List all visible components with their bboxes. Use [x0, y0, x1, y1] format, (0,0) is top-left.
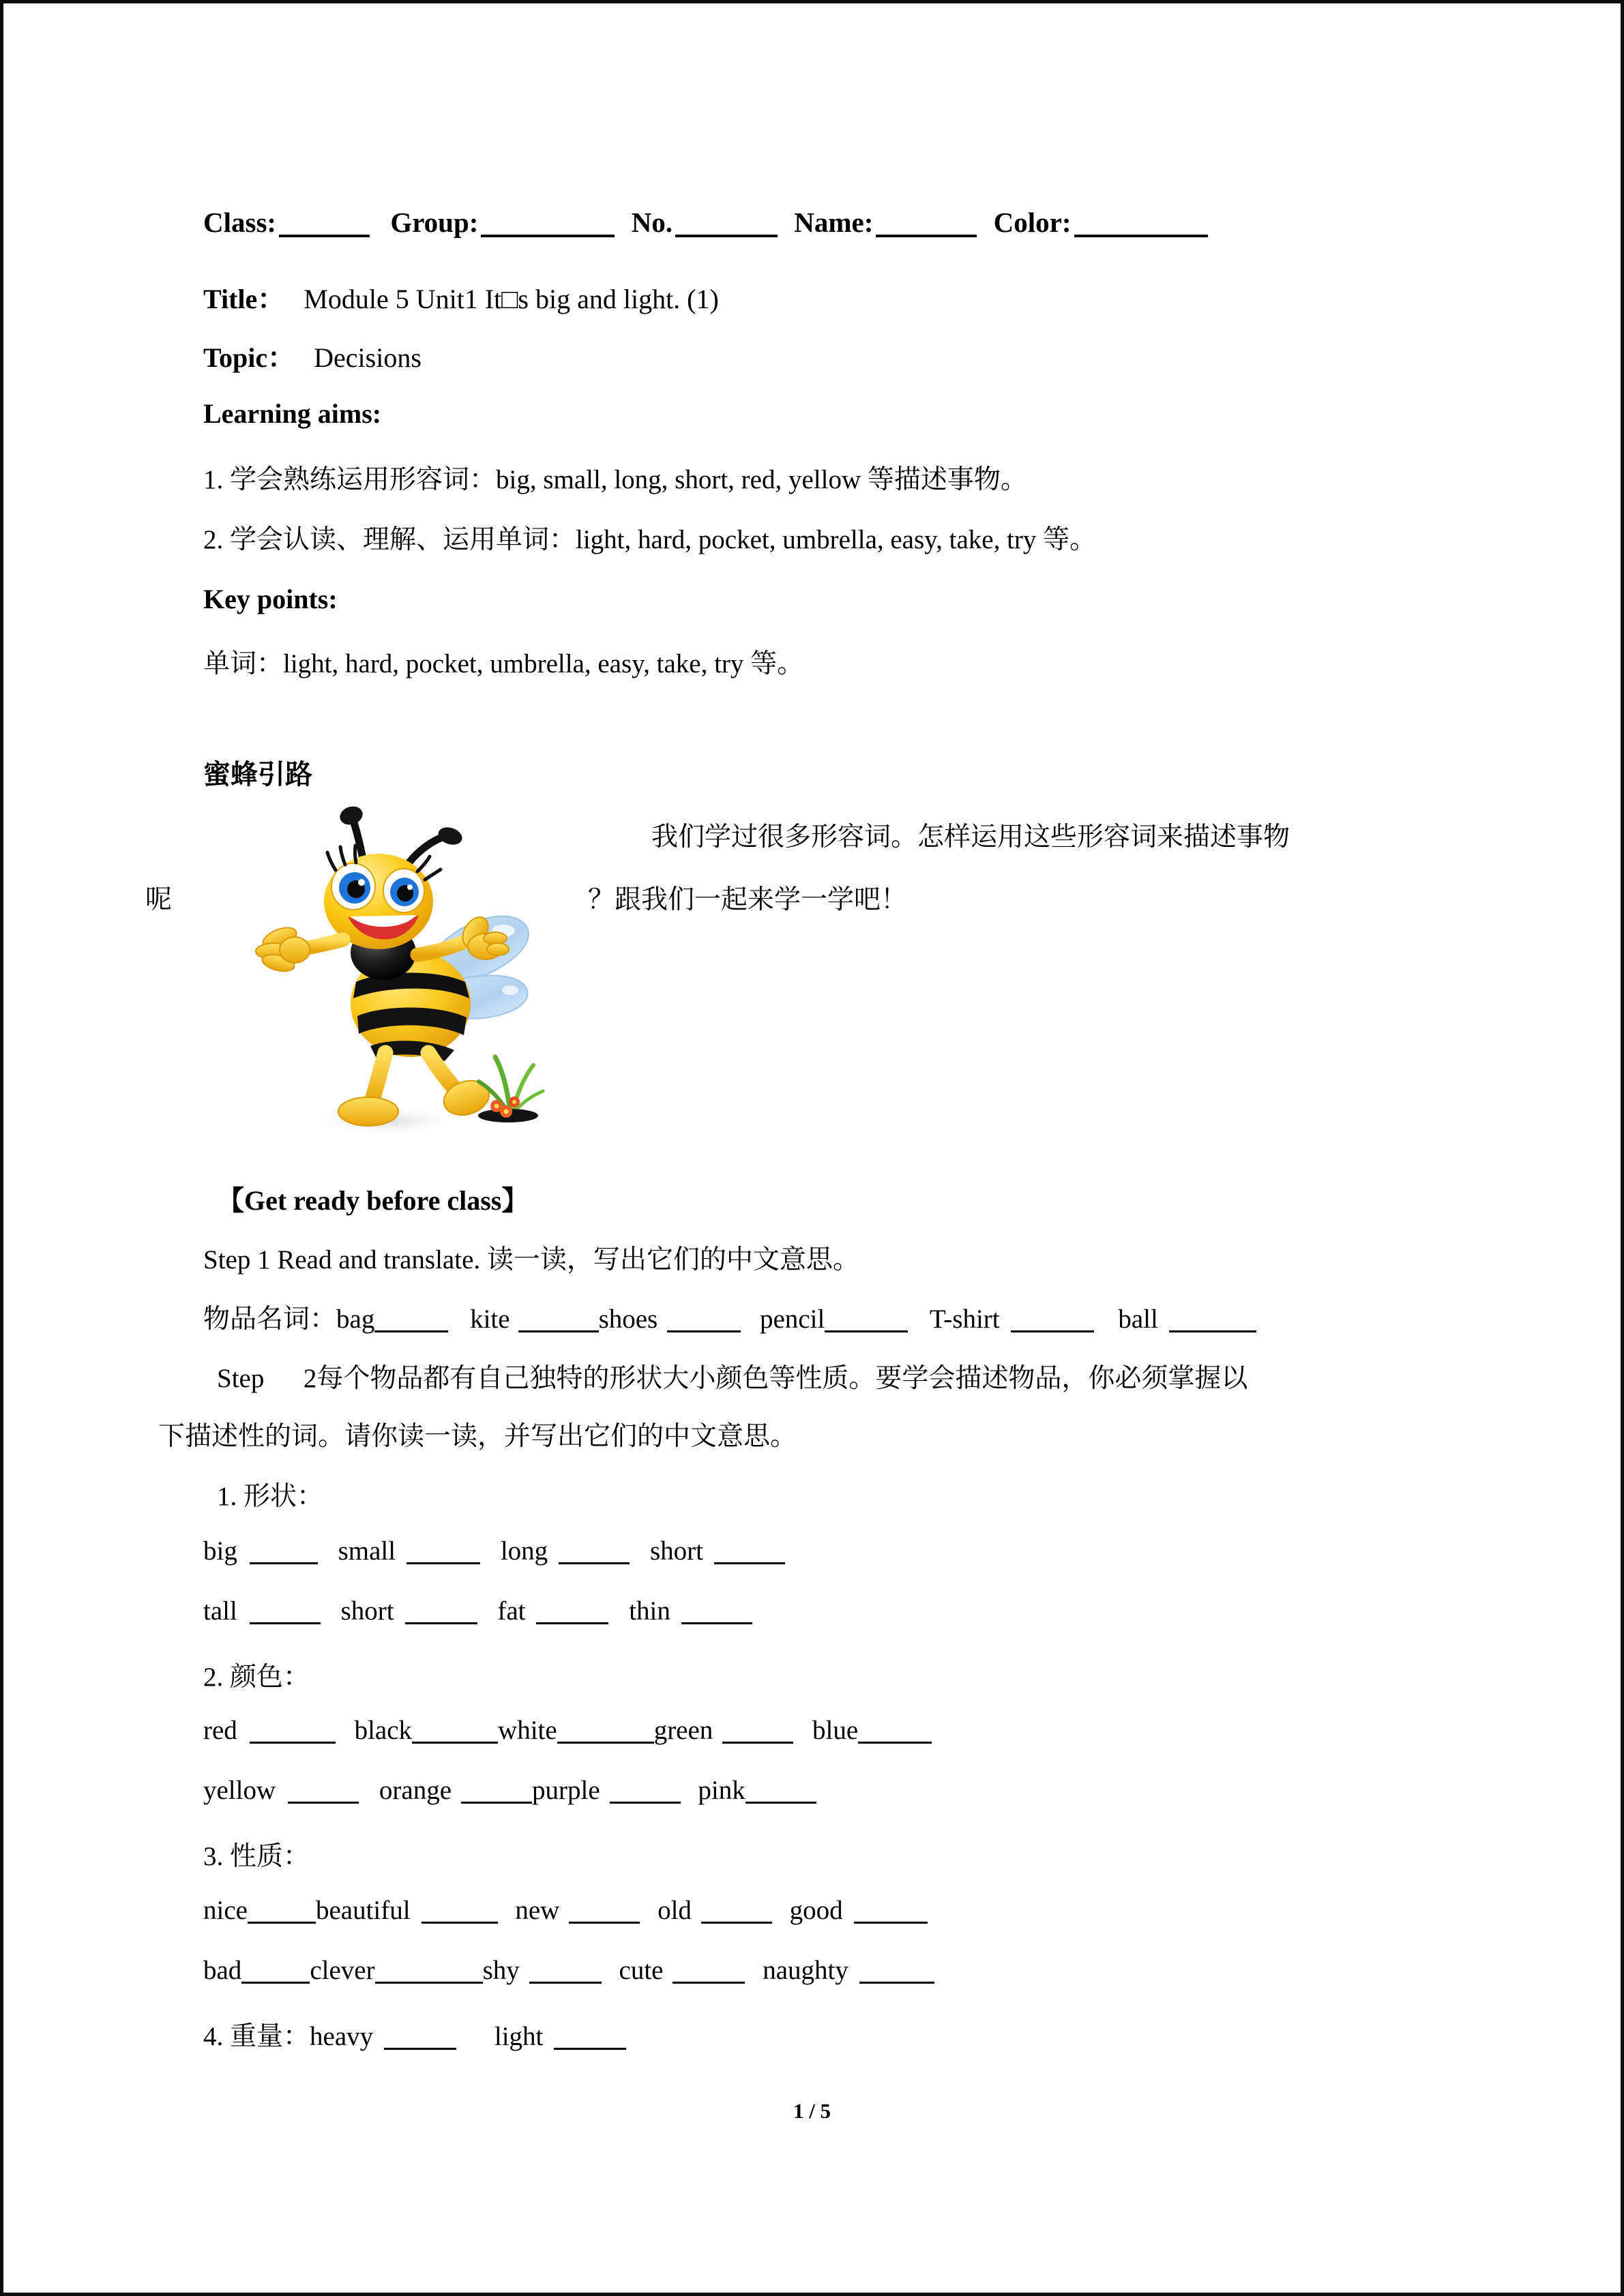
learning-aim-item: 2. 学会认读、理解、运用单词：light, hard, pocket, umbrella, easy, take, try 等。	[203, 525, 1097, 554]
no-field-label: No.	[631, 207, 673, 238]
blank-red[interactable]	[250, 1720, 336, 1744]
blank-cute[interactable]	[673, 1960, 745, 1984]
word-pencil: pencil	[759, 1304, 825, 1334]
blank-tshirt[interactable]	[1011, 1309, 1094, 1332]
word-bad: bad	[203, 1956, 242, 1985]
word-beautiful: beautiful	[315, 1896, 411, 1925]
word-old: old	[658, 1896, 692, 1925]
word-purple: purple	[532, 1776, 600, 1805]
blank-bad[interactable]	[241, 1960, 310, 1984]
bee-bubble-line-2: ？跟我们一起来学一学吧！	[588, 885, 908, 914]
blank-big[interactable]	[250, 1540, 318, 1564]
word-red: red	[203, 1716, 237, 1745]
blank-green[interactable]	[722, 1720, 793, 1744]
shape-row-2	[203, 1596, 752, 1626]
title-row	[203, 278, 719, 316]
word-naughty: naughty	[763, 1956, 848, 1985]
blank-fat[interactable]	[536, 1600, 608, 1624]
topic-row	[203, 336, 422, 375]
word-big: big	[203, 1536, 237, 1566]
topic-label: Topic：	[203, 342, 295, 373]
word-fat: fat	[497, 1596, 526, 1626]
name-field-blank[interactable]	[876, 211, 977, 237]
word-short: short	[649, 1536, 703, 1566]
blank-short[interactable]	[714, 1540, 785, 1564]
shape-row-1	[203, 1536, 785, 1566]
blank-purple[interactable]	[610, 1780, 681, 1804]
learning-aim-item: 1. 学会熟练运用形容词：big, small, long, short, red, yellow 等描述事物。	[203, 465, 1027, 494]
blank-pink[interactable]	[745, 1780, 816, 1804]
blank-long[interactable]	[559, 1540, 630, 1564]
word-new: new	[515, 1896, 560, 1925]
word-blue: blue	[812, 1716, 859, 1745]
class-field-label: Class:	[203, 207, 277, 238]
blank-small[interactable]	[407, 1540, 480, 1564]
blank-shoes[interactable]	[667, 1309, 741, 1332]
step1-instruction: Step 1 Read and translate. 读一读，写出它们的中文意思。	[203, 1245, 859, 1274]
word-nice: nice	[203, 1896, 248, 1925]
blank-new[interactable]	[569, 1900, 640, 1924]
bee-bubble-line-2-left: 呢	[145, 885, 173, 914]
color-field-label: Color:	[993, 207, 1072, 238]
group-field-label: Group:	[390, 207, 479, 238]
get-ready-heading: 【Get ready before class】	[217, 1185, 529, 1216]
word-white: white	[498, 1716, 557, 1745]
category-heading-weight: 4. 重量：	[203, 2022, 310, 2051]
quality-row-2	[203, 1955, 934, 1986]
step2-line-2: 下描述性的词。请你读一读，并写出它们的中文意思。	[158, 1422, 797, 1451]
word-tshirt: T-shirt	[930, 1304, 1000, 1334]
blank-bag[interactable]	[374, 1309, 448, 1332]
word-thin: thin	[629, 1596, 670, 1626]
word-pink: pink	[698, 1776, 745, 1805]
word-long: long	[500, 1536, 548, 1566]
word-small: small	[338, 1536, 396, 1566]
word-orange: orange	[379, 1776, 452, 1805]
key-points-item: 单词：light, hard, pocket, umbrella, easy, take, try 等。	[203, 649, 804, 679]
no-field-blank[interactable]	[675, 211, 778, 237]
title-label: Title：	[203, 284, 285, 314]
student-info-field-row	[203, 206, 1211, 239]
blank-thin[interactable]	[681, 1600, 752, 1624]
category-heading-shape: 1. 形状：	[217, 1482, 324, 1511]
blank-naughty[interactable]	[859, 1960, 934, 1984]
learning-aims-heading: Learning aims:	[203, 398, 382, 429]
blank-good[interactable]	[854, 1900, 928, 1924]
word-shoes: shoes	[598, 1304, 658, 1334]
category-heading-quality: 3. 性质：	[203, 1842, 310, 1871]
bee-bubble-line-1: 我们学过很多形容词。怎样运用这些形容词来描述事物	[651, 822, 1290, 852]
word-heavy: heavy	[310, 2022, 374, 2051]
word-cute: cute	[619, 1956, 664, 1985]
word-light: light	[494, 2022, 544, 2051]
word-kite: kite	[470, 1304, 510, 1334]
blank-old[interactable]	[701, 1900, 772, 1924]
blank-orange[interactable]	[461, 1780, 532, 1804]
blank-clever[interactable]	[375, 1960, 483, 1984]
blank-heavy[interactable]	[384, 2026, 456, 2050]
blank-white[interactable]	[557, 1720, 654, 1744]
group-field-blank[interactable]	[481, 211, 615, 237]
word-black: black	[354, 1716, 413, 1745]
key-points-heading: Key points:	[203, 584, 338, 614]
blank-shy[interactable]	[529, 1960, 602, 1984]
step1-words-row	[203, 1298, 1256, 1336]
title-value: Module 5 Unit1 It□s big and light. (1)	[304, 284, 719, 314]
blank-blue[interactable]	[858, 1720, 932, 1744]
page-footer: 1 / 5	[793, 2099, 831, 2123]
step2-text-1: 每个物品都有自己独特的形状大小颜色等性质。要学会描述物品，你必须掌握以	[316, 1364, 1248, 1393]
category-heading-color: 2. 颜色：	[203, 1663, 310, 1692]
bee-section-heading: 蜜蜂引路	[203, 759, 312, 790]
blank-pencil[interactable]	[825, 1309, 908, 1332]
blank-tall[interactable]	[250, 1600, 321, 1624]
color-field-blank[interactable]	[1074, 211, 1208, 237]
step2-number: 2	[303, 1364, 317, 1393]
color-row-2	[203, 1775, 816, 1806]
blank-black[interactable]	[412, 1720, 498, 1744]
blank-nice[interactable]	[248, 1900, 316, 1924]
word-short-2: short	[340, 1596, 394, 1626]
bee-mascot-icon	[232, 786, 546, 1140]
weight-row	[203, 2015, 626, 2053]
word-tall: tall	[203, 1596, 237, 1626]
class-field-blank[interactable]	[279, 211, 370, 237]
word-yellow: yellow	[203, 1776, 276, 1805]
word-clever: clever	[310, 1956, 375, 1985]
blank-short-2[interactable]	[405, 1600, 477, 1624]
blank-kite[interactable]	[518, 1309, 599, 1332]
word-bag: bag	[336, 1304, 375, 1334]
blank-yellow[interactable]	[288, 1780, 359, 1804]
word-green: green	[653, 1716, 713, 1745]
topic-value: Decisions	[314, 342, 422, 373]
step2-label: Step	[217, 1364, 265, 1393]
step2-line-1	[217, 1357, 1247, 1395]
quality-row-1	[203, 1895, 928, 1926]
word-good: good	[789, 1896, 843, 1925]
name-field-label: Name:	[794, 207, 874, 238]
step1-words-label: 物品名词：	[203, 1304, 337, 1334]
word-shy: shy	[482, 1956, 520, 1985]
color-row-1	[203, 1715, 932, 1746]
word-ball: ball	[1118, 1304, 1158, 1334]
blank-ball[interactable]	[1169, 1309, 1256, 1332]
blank-light[interactable]	[554, 2026, 626, 2050]
blank-beautiful[interactable]	[422, 1900, 498, 1924]
